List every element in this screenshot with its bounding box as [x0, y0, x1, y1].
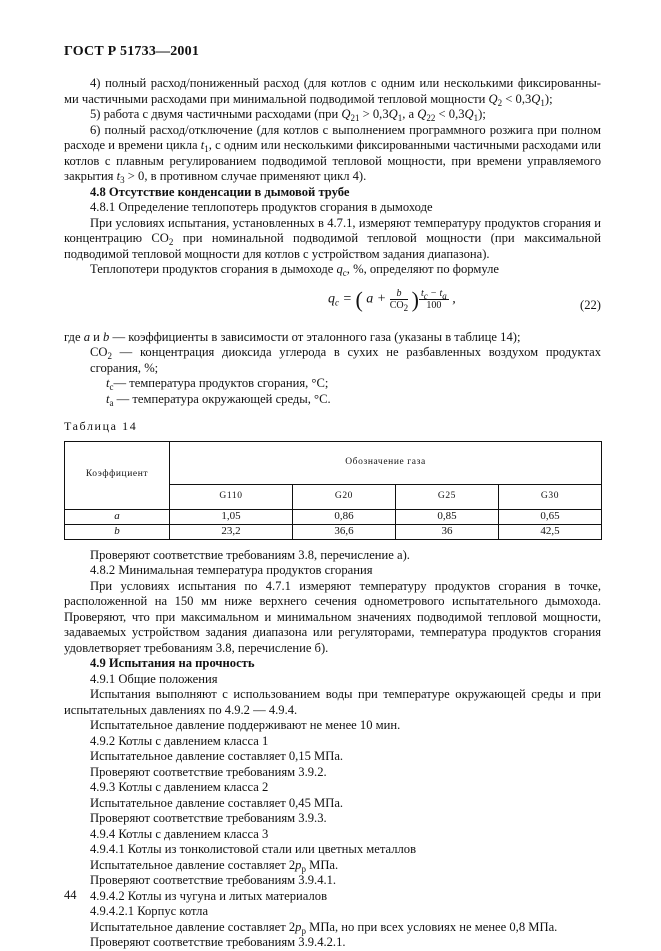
definition: $CO_2$ — концентрация диоксида углерода в сухих не разбавленных воздухом продуктах сгорания, %;	[90, 345, 601, 375]
section-heading: 4.9 Испытания на прочность	[90, 656, 255, 670]
table-row: a 1,05 0,86 0,85 0,65	[65, 509, 602, 524]
table-row: b 23,2 36,6 36 42,5	[65, 524, 602, 539]
subsection-heading: 4.9.2 Котлы с давлением класса 1	[90, 733, 269, 748]
formula-number: (22)	[580, 297, 601, 312]
subsection-heading: 4.9.1 Общие положения	[90, 671, 218, 686]
line: Проверяют соответствие требованиям 3.9.4.2.1.	[90, 935, 346, 949]
table-caption: Таблица 14	[64, 419, 138, 433]
line: Проверяют соответствие требованиям 3.9.2.	[90, 764, 327, 779]
line: Испытательное давление составляет 0,15 МПа.	[90, 749, 344, 763]
col-coef: Коэффициент	[65, 441, 170, 509]
gas-header: G30	[498, 484, 601, 509]
list-item: 6) полный расход/отключение (для котлов с выполнением программного розжига при полном расходе и времени цикла $t_1$, с одним или несколькими фиксированными частичными расходами или котлов с плавным регулированием подводимой тепловой мощности, при времени управляемого закрытия $t_3 > 0$, в противном случае применяют цикл 4).	[64, 122, 601, 185]
page-body	[64, 76, 601, 951]
paragraph: Испытания выполняют с использованием воды при температуре окружающей среды и при испытательных давлениях по 4.9.2 — 4.9.4.	[64, 687, 601, 717]
line: Испытательное давление составляет $2p_р$ МПа.	[90, 857, 339, 874]
subsection-heading: 4.9.4 Котлы с давлением класса 3	[90, 826, 269, 841]
definition: $t_a$ — температура окружающей среды, °С.	[106, 391, 331, 408]
line: Проверяют соответствие требованиям 3.9.3.	[90, 811, 327, 825]
paragraph: При условиях испытания, установленных в 4.7.1, измеряют температуру продуктов сгорания и концентрацию $CO_2$ при номинальной подводимой тепловой мощности (при максимальной подводимой тепловой мощности для котлов с устройством задания диапазона).	[64, 215, 601, 261]
definition: $t_c—$ температура продуктов сгорания, °С;	[106, 376, 329, 392]
subsection-heading: 4.8.2 Минимальная температура продуктов сгорания	[90, 563, 373, 577]
paragraph: Теплопотери продуктов сгорания в дымоходе $q_c$, %, определяют по формуле	[90, 262, 499, 278]
page-number: 44	[64, 888, 77, 902]
coefficient-table	[64, 441, 602, 540]
definition: где a и b — коэффициенты в зависимости от эталонного газа (указаны в таблице 14);	[64, 329, 521, 344]
line: Испытательное давление составляет $2p_р$ МПа, но при всех условиях не менее 0,8 МПа.	[90, 919, 558, 936]
subsection-heading: 4.9.4.2.1 Корпус котла	[90, 904, 209, 918]
list-item: 5) работа с двумя частичными расходами (при $Q_{21} > 0,3Q_1$, а $Q_{22} < 0,3Q_1$);	[90, 107, 486, 123]
subsection-heading: 4.9.3 Котлы с давлением класса 2	[90, 780, 269, 794]
paragraph: Проверяют соответствие требованиям 3.8, перечисление а).	[90, 547, 410, 562]
gas-header: G20	[292, 484, 395, 509]
col-gas: Обозначение газа	[170, 441, 602, 484]
line: Испытательное давление составляет 0,45 МПа.	[90, 795, 344, 810]
list-item: 4) полный расход/пониженный расход (для котлов с одним или несколькими фиксированны-ми частичными расходами при минимальной подводимой тепловой мощности $Q_2 < 0,3Q_1$);	[64, 76, 601, 108]
formula: $q_c$ = ( a + $\frac{b}{CO_2}$ ) $\frac{t_c - t_a}{100}$ , (22)	[328, 286, 601, 313]
gas-header: G25	[395, 484, 498, 509]
line: Испытательное давление поддерживают не менее 10 мин.	[90, 718, 401, 732]
paragraph: При условиях испытания по 4.7.1 измеряют температуру продуктов сгорания в точке, расположенной на 150 мм ниже верхнего сечения однометрового испытательного дымохода. Проверяют, что при максимальном и минимальном значениях подводимой тепловой мощности, задаваемых устройством задания диапазона или регуляторами, температура продуктов сгорания удовлетворяет требованиям 3.8, перечисление б).	[64, 578, 601, 655]
gas-header: G110	[170, 484, 293, 509]
subsection-heading: 4.9.4.1 Котлы из тонколистовой стали или цветных металлов	[90, 842, 417, 856]
subsection-heading: 4.8.1 Определение теплопотерь продуктов сгорания в дымоходе	[90, 200, 433, 214]
line: Проверяют соответствие требованиям 3.9.4.1.	[90, 873, 337, 887]
standard-header: ГОСТ Р 51733—2001	[64, 44, 200, 59]
subsection-heading: 4.9.4.2 Котлы из чугуна и литых материалов	[90, 888, 328, 903]
section-heading: 4.8 Отсутствие конденсации в дымовой трубе	[90, 184, 350, 199]
